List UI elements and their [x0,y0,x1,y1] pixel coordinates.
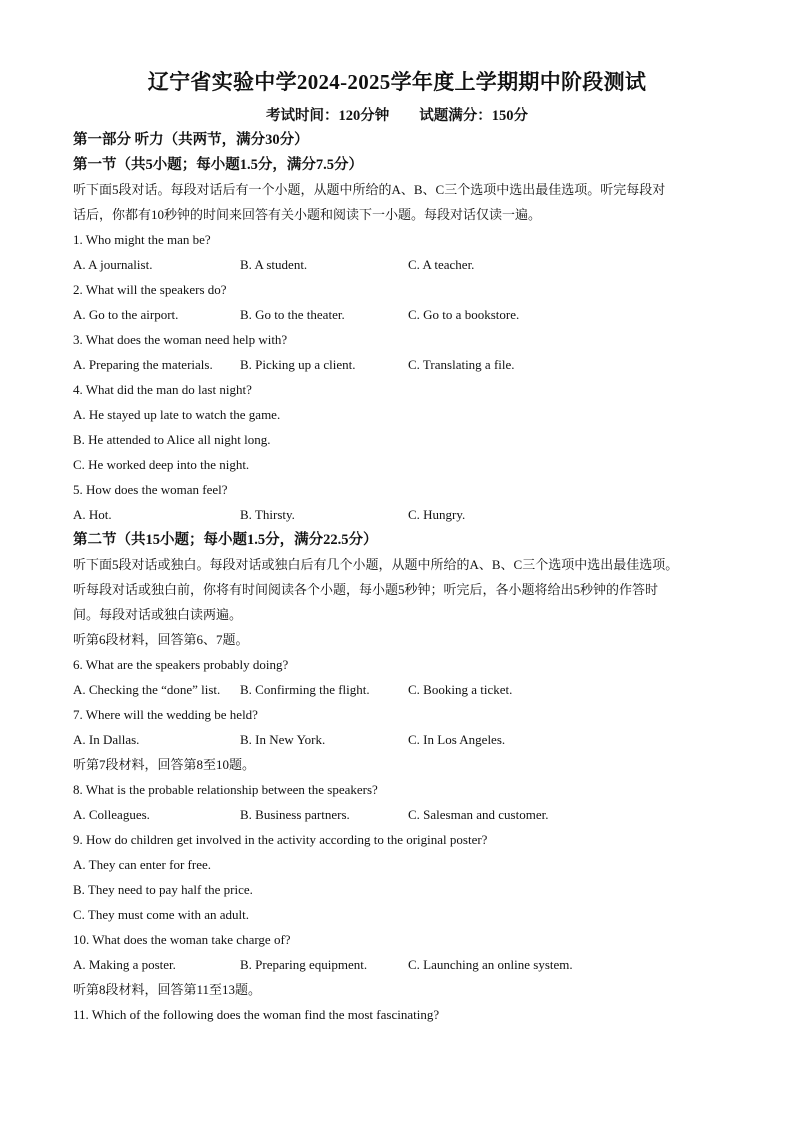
exam-info [0,104,794,125]
q5-option-c: C. Hungry. [408,507,466,522]
material-6-note: 听第6段材料，回答第6、7题。 [73,632,249,647]
q10-option-a: A. Making a poster. [73,957,176,972]
q1-option-c: C. A teacher. [408,257,475,272]
section1-instructions-line2: 话后，你都有10秒钟的时间来回答有关小题和阅读下一小题。每段对话仅读一遍。 [73,207,542,222]
q7-option-a: A. In Dallas. [73,732,140,747]
section2-instructions-line1: 听下面5段对话或独白。每段对话或独白后有几个小题，从题中所给的A、B、C三个选项中选出最佳选项。 [73,557,679,572]
full-score: 试题满分：150分 [419,108,528,124]
question-stem-3: 3. What does the woman need help with? [73,332,288,347]
material-8-note: 听第8段材料，回答第11至13题。 [73,982,262,997]
q4-option-b: B. He attended to Alice all night long. [73,432,271,447]
question-stem-6: 6. What are the speakers probably doing? [73,657,289,672]
section2-instructions-line3: 间。每段对话或独白读两遍。 [73,607,243,622]
question-stem-2: 2. What will the speakers do? [73,282,227,297]
section2-instructions-line2: 听每段对话或独白前，你将有时间阅读各个小题，每小题5秒钟；听完后，各小题将给出5秒钟的作答时 [73,582,659,597]
question-stem-4: 4. What did the man do last night? [73,382,252,397]
q5-option-a: A. Hot. [73,507,112,522]
q4-option-c: C. He worked deep into the night. [73,457,250,472]
question-stem-5: 5. How does the woman feel? [73,482,228,497]
exam-time: 考试时间：120分钟 [266,108,390,124]
section1-instructions-line1: 听下面5段对话。每段对话后有一个小题，从题中所给的A、B、C三个选项中选出最佳选项。听完每段对 [73,182,666,197]
question-stem-9: 9. How do children get involved in the activity according to the original poster? [73,832,488,847]
q8-option-a: A. Colleagues. [73,807,150,822]
part1-heading: 第一部分 听力（共两节，满分30分） [73,132,309,148]
q9-option-b: B. They need to pay half the price. [73,882,253,897]
q9-option-a: A. They can enter for free. [73,857,211,872]
q5-option-b: B. Thirsty. [240,507,295,522]
material-7-note: 听第7段材料，回答第8至10题。 [73,757,256,772]
q3-option-c: C. Translating a file. [408,357,515,372]
q9-option-c: C. They must come with an adult. [73,907,249,922]
section1-heading: 第一节（共5小题；每小题1.5分，满分7.5分） [73,157,363,173]
q6-option-a: A. Checking the “done” list. [73,682,221,697]
question-stem-10: 10. What does the woman take charge of? [73,932,291,947]
q1-option-b: B. A student. [240,257,308,272]
q6-option-b: B. Confirming the flight. [240,682,370,697]
q8-option-c: C. Salesman and customer. [408,807,549,822]
question-stem-11: 11. Which of the following does the woman find the most fascinating? [73,1007,440,1022]
page-title: 辽宁省实验中学2024-2025学年度上学期期中阶段测试 [147,70,647,94]
q7-option-b: B. In New York. [240,732,326,747]
q2-option-a: A. Go to the airport. [73,307,179,322]
question-stem-1: 1. Who might the man be? [73,232,211,247]
q2-option-c: C. Go to a bookstore. [408,307,520,322]
section2-heading: 第二节（共15小题；每小题1.5分，满分22.5分） [73,532,378,548]
q8-option-b: B. Business partners. [240,807,350,822]
question-stem-7: 7. Where will the wedding be held? [73,707,258,722]
q3-option-a: A. Preparing the materials. [73,357,213,372]
q3-option-b: B. Picking up a client. [240,357,356,372]
q6-option-c: C. Booking a ticket. [408,682,513,697]
q10-option-b: B. Preparing equipment. [240,957,368,972]
q10-option-c: C. Launching an online system. [408,957,573,972]
q1-option-a: A. A journalist. [73,257,153,272]
q7-option-c: C. In Los Angeles. [408,732,506,747]
question-stem-8: 8. What is the probable relationship between the speakers? [73,782,378,797]
q4-option-a: A. He stayed up late to watch the game. [73,407,281,422]
q2-option-b: B. Go to the theater. [240,307,345,322]
